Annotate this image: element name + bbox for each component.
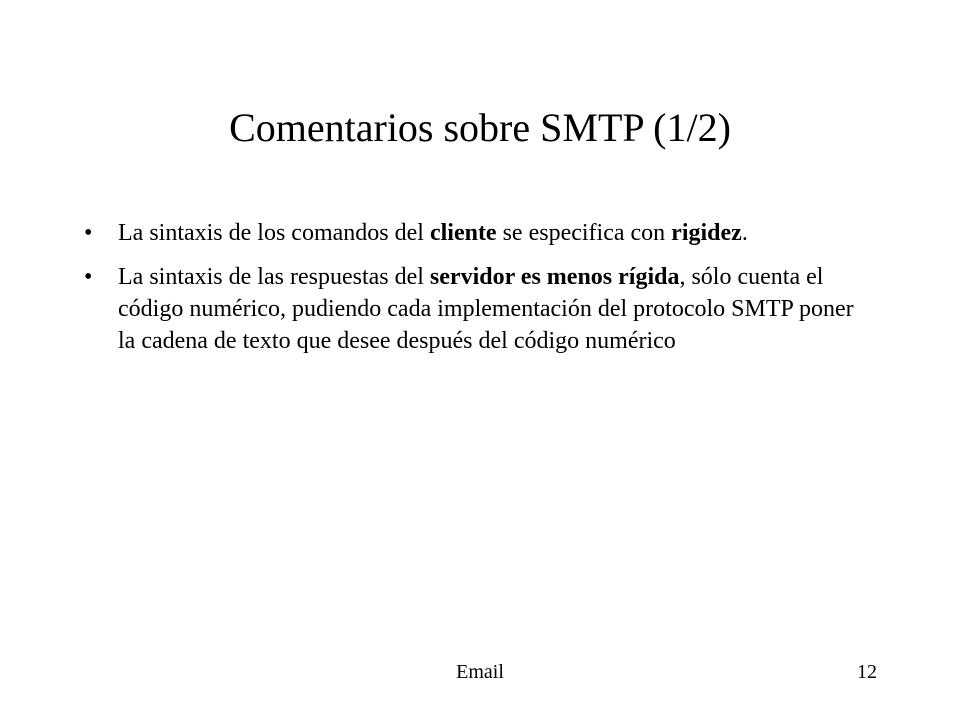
- footer-label: Email: [456, 661, 504, 683]
- bullet-text-segment: , sólo cuenta el código numérico, pudiendo cada implementación del protocolo SMTP poner la cadena de texto que desee después del código numérico: [118, 264, 854, 354]
- bullet-text-segment: La sintaxis de los comandos del: [118, 220, 430, 246]
- bullet-text-segment: .: [741, 220, 748, 246]
- slide-title: Comentarios sobre SMTP (1/2): [229, 105, 731, 150]
- bullet-list: [84, 217, 874, 369]
- bullet-text-bold: rigidez: [671, 220, 742, 246]
- bullet-item: [84, 261, 874, 357]
- bullet-icon: •: [84, 264, 93, 290]
- bullet-text-segment: se especifica con: [496, 220, 672, 246]
- page-number: 12: [857, 661, 877, 683]
- bullet-text-segment: La sintaxis de las respuestas del: [118, 264, 430, 290]
- bullet-text: [118, 220, 748, 246]
- bullet-item: [84, 217, 874, 249]
- bullet-text: [118, 264, 854, 354]
- bullet-icon: •: [84, 220, 93, 246]
- bullet-text-bold: servidor es menos rígida: [429, 264, 680, 290]
- bullet-text-bold: cliente: [429, 220, 497, 246]
